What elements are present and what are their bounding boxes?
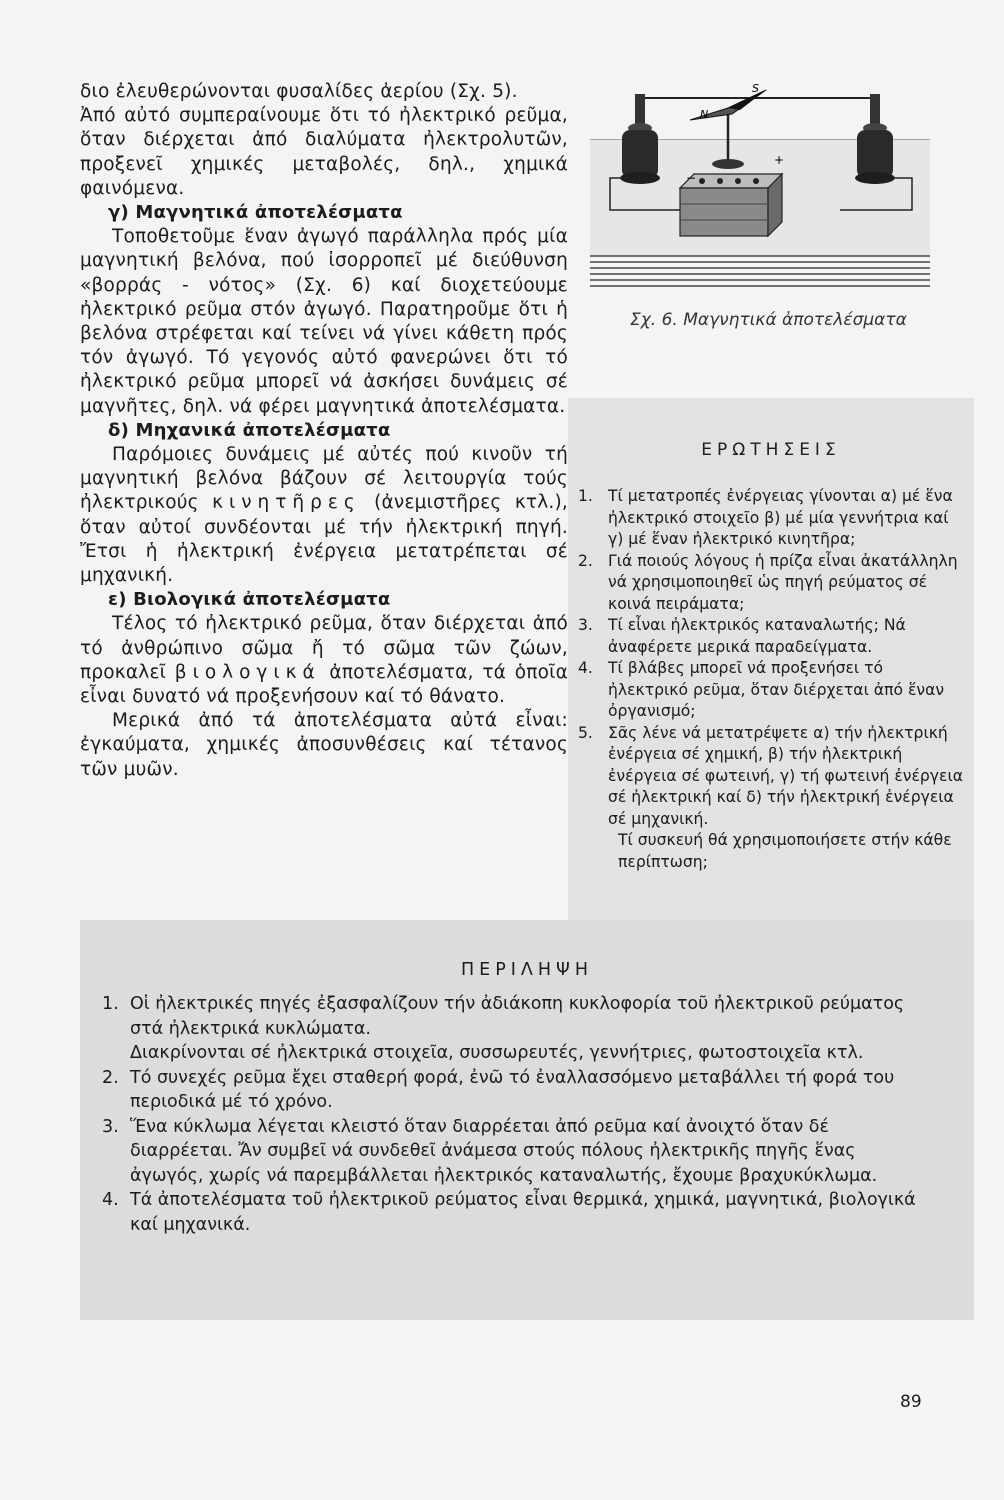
- paragraph-mechanical-effects: [80, 443, 568, 588]
- paragraph-biological-effects: [80, 612, 568, 709]
- battery-minus-sign: −: [686, 171, 697, 185]
- questions-list: [578, 486, 964, 873]
- summary-item: [102, 1066, 918, 1115]
- questions-title: ΕΡΩΤΗΣΕΙΣ: [701, 440, 841, 460]
- biological-text-end: ἀποτελέσματα, τά ὁποῖα εἶναι δυνατό νά προξενήσουν καί τό θάνατο.: [80, 661, 568, 708]
- summary-followup: Διακρίνονται σέ ἠλεκτρικά στοιχεῖα, συσσωρευτές, γεννήτριες, φωτοστοιχεῖα κτλ.: [130, 1043, 864, 1063]
- paragraph-effects-list: Μερικά ἀπό τά ἀποτελέσματα αὐτά εἶναι: ἐγκαύματα, χημικές ἀποσυνθέσεις καί τέτανος τῶν μυῶν.: [80, 710, 568, 780]
- question-item: [578, 551, 964, 616]
- question-text: Τί βλάβες μπορεῖ νά προξενήσει τό ἠλεκτρικό ρεῦμα, ὅταν διέρχεται ἀπό ἕναν ὀργανισμό;: [608, 659, 945, 720]
- mechanical-text-start: Παρόμοιες δυνάμεις μέ αὐτές πού κινοῦν τή μαγνητική βελόνα βάζουν σέ λειτουργία τούς ἠλεκτρικούς: [80, 444, 568, 514]
- summary-title: ΠΕΡΙΛΗΨΗ: [461, 960, 593, 980]
- question-number: 1.: [578, 487, 593, 505]
- south-label: S: [752, 82, 759, 95]
- motors-term: κινητῆρες: [212, 492, 361, 514]
- heading-magnetic-effects: γ) Μαγνητικά ἀποτελέσματα: [108, 202, 403, 224]
- biological-text-start: Τέλος τό ἠλεκτρικό ρεῦμα, ὅταν διέρχεται ἀπό τό ἀνθρώπινο σῶμα ἤ τό σῶμα τῶν ζώων, προκαλεῖ: [80, 613, 568, 683]
- page-number: 89: [900, 1392, 922, 1412]
- summary-box: [80, 920, 974, 1320]
- summary-item: [102, 1188, 918, 1237]
- heading-biological-effects: ε) Βιολογικά ἀποτελέσματα: [108, 589, 391, 611]
- question-item: [578, 723, 964, 874]
- heading-mechanical-effects: δ) Μηχανικά ἀποτελέσματα: [108, 419, 391, 441]
- main-text-column: [80, 80, 568, 782]
- summary-number: 4.: [102, 1190, 119, 1210]
- question-followup: Τί συσκευή θά χρησιμοποιήσετε στήν κάθε περίπτωση;: [618, 831, 952, 871]
- question-item: [578, 658, 964, 723]
- question-number: 3.: [578, 616, 593, 634]
- question-number: 2.: [578, 551, 593, 570]
- circuit-illustration: [590, 80, 930, 310]
- question-text: Σᾶς λένε νά μετατρέψετε α) τήν ἠλεκτρική ἐνέργεια σέ χημική, β) τήν ἠλεκτρική ἐνέργεια σέ φωτεινή, γ) τή φωτεινή ἐνέργεια σέ ἠλεκτρική καί δ) τήν ἠλεκτρική ἐνέργεια σέ μηχανική.: [608, 723, 964, 828]
- summary-text: Οἱ ἠλεκτρικές πηγές ἐξασφαλίζουν τήν ἀδιάκοπη κυκλοφορία τοῦ ἠλεκτρικοῦ ρεύματος στά ἠλεκτρικά κυκλώματα.: [130, 994, 905, 1039]
- summary-text: Τά ἀποτελέσματα τοῦ ἠλεκτρικοῦ ρεύματος εἶναι θερμικά, χημικά, μαγνητικά, βιολογικά καί μηχανικά.: [130, 1190, 916, 1235]
- figure-caption: Σχ. 6. Μαγνητικά ἀποτελέσματα: [630, 310, 907, 330]
- paragraph-chemical-effects: Ἀπό αὐτό συμπεραίνουμε ὅτι τό ἠλεκτρικό ρεῦμα, ὅταν διέρχεται ἀπό διαλύματα ἠλεκτρολυτῶν, προξενεῖ χημικές μεταβολές, δηλ., χημικά φαινόμενα.: [80, 105, 568, 199]
- table-edge-lines: [590, 256, 930, 286]
- right-terminal: [855, 94, 895, 184]
- summary-item: [102, 992, 918, 1066]
- summary-text: Ἕνα κύκλωμα λέγεται κλειστό ὅταν διαρρέεται ἀπό ρεῦμα καί ἀνοιχτό ὅταν δέ διαρρέεται. Ἄν συμβεῖ νά συνδεθεῖ ἀνάμεσα στούς πόλους ἠλεκτρικῆς πηγῆς ἕνας ἀγωγός, χωρίς νά παρεμβάλλεται ἠλεκτρικός καταναλωτής, ἔχουμε βραχυκύκλωμα.: [130, 1116, 878, 1186]
- summary-number: 3.: [102, 1116, 119, 1137]
- biological-term: βιολογικά: [174, 661, 321, 683]
- summary-text: Τό συνεχές ρεῦμα ἔχει σταθερή φορά, ἐνῶ τό ἐναλλασσόμενο μεταβάλλει τή φορά του περιοδικά μέ τό χρόνο.: [130, 1067, 895, 1112]
- question-text: Γιά ποιούς λόγους ἡ πρίζα εἶναι ἀκατάλληλη νά χρησιμοποιηθεῖ ὡς πηγή ρεύματος σέ κοινά πειράματα;: [608, 551, 958, 613]
- paragraph-gas-bubbles: διο ἐλευθερώνονται φυσαλίδες ἀερίου (Σχ. 5).: [80, 81, 518, 102]
- north-label: N: [700, 108, 709, 121]
- question-number: 5.: [578, 723, 593, 742]
- questions-box: [568, 398, 974, 920]
- summary-number: 1.: [102, 994, 119, 1014]
- question-item: [578, 615, 964, 658]
- summary-item: [102, 1115, 918, 1189]
- battery-plus-sign: +: [774, 153, 785, 167]
- summary-number: 2.: [102, 1067, 119, 1088]
- question-text: Τί εἶναι ἠλεκτρικός καταναλωτής; Νά ἀναφέρετε μερικά παραδείγματα.: [608, 616, 906, 656]
- mechanical-text-end: (ἀνεμιστῆρες κτλ.), ὅταν αὐτοί συνδέονται μέ τήν ἠλεκτρική πηγή. Ἔτσι ἡ ἠλεκτρική ἐνέργεια μετατρέπεται σέ μηχανική.: [80, 492, 568, 587]
- question-text: Τί μετατροπές ἐνέργειας γίνονται α) μέ ἕνα ἠλεκτρικό στοιχεῖο β) μέ μία γεννήτρια καί γ) μέ ἕναν ἠλεκτρικό κινητῆρα;: [608, 487, 953, 548]
- question-item: [578, 486, 964, 551]
- question-number: 4.: [578, 659, 593, 677]
- left-terminal: [620, 94, 660, 184]
- paragraph-magnetic-effects: Τοποθετοῦμε ἕναν ἀγωγό παράλληλα πρός μία μαγνητική βελόνα, πού ἰσορροπεῖ μέ διεύθυνση «βορράς - νότος» (Σχ. 6) καί διοχετεύουμε ἠλεκτρικό ρεῦμα στόν ἀγωγό. Παρατηροῦμε ὅτι ἡ βελόνα στρέφεται καί τείνει νά γίνει κάθετη πρός τόν ἀγωγό. Τό γεγονός αὐτό φανερώνει ὅτι τό ἠλεκτρικό ρεῦμα μπορεῖ νά ἀσκήσει δυνάμεις σέ μαγνῆτες, δηλ. νά φέρει μαγνητικά ἀποτελέσματα.: [80, 226, 568, 417]
- summary-list: [102, 992, 918, 1237]
- figure-magnetic-effects: [590, 80, 930, 310]
